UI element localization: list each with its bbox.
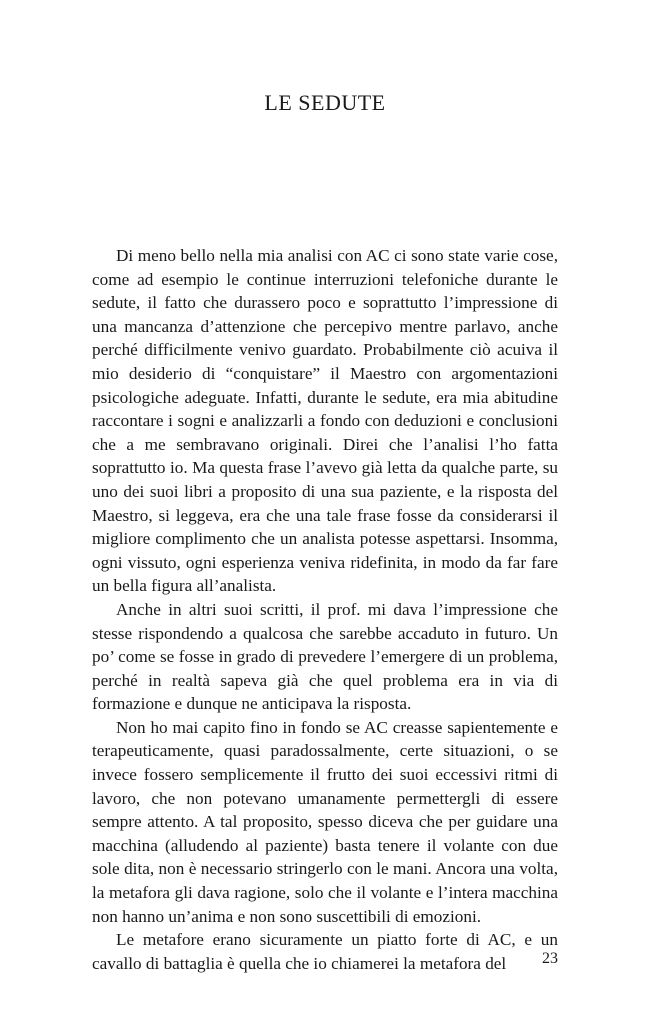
paragraph: Di meno bello nella mia analisi con AC ci sono state varie cose, come ad esempio le continue interruzioni telefoniche durante le sedute, il fatto che durassero poco e soprattutto l’impressione di una mancanza d’attenzione che percepivo mentre parlavo, anche perché difficilmente venivo guardato. Probabilmente ciò acuiva il mio desiderio di “conquistare” il Maestro con argomentazioni psicologiche adeguate. Infatti, durante le sedute, era mia abitudine raccontare i sogni e analizzarli a fondo con deduzioni e conclusioni che a me sembravano originali. Direi che l’analisi l’ho fatta soprattutto io. Ma questa frase l’avevo già letta da qualche parte, su uno dei suoi libri a proposito di una sua paziente, e la risposta del Maestro, si leggeva, era che una tale frase fosse da considerarsi il migliore complimento che un analista potesse aspettarsi. Insomma, ogni vissuto, ogni esperienza veniva ridefinita, in modo da far fare un bella figura all’analista. <box>92 246 558 596</box>
page-number: 23 <box>542 950 558 967</box>
paragraph: Le metafore erano sicuramente un piatto forte di AC, e un cavallo di battaglia è quella che io chiamerei la metafora del <box>92 930 558 973</box>
paragraph: Non ho mai capito fino in fondo se AC creasse sapientemente e terapeuticamente, quasi paradossalmente, certe situazioni, o se invece fossero semplicemente il frutto dei suoi eccessivi ritmi di lavoro, che non potevano umanamente permettergli di essere sempre attento. A tal proposito, spesso diceva che per guidare una macchina (alludendo al paziente) basta tenere il volante con due sole dita, non è necessario stringerlo con le mani. Ancora una volta, la metafora gli dava ragione, solo che il volante e l’intera macchina non hanno un’anima e non sono suscettibili di emozioni. <box>92 717 558 926</box>
body-text <box>92 244 558 975</box>
chapter-title: LE SEDUTE <box>264 90 386 115</box>
paragraph: Anche in altri suoi scritti, il prof. mi dava l’impressione che stesse rispondendo a qualcosa che sarebbe accaduto in futuro. Un po’ come se fosse in grado di prevedere l’emergere di un problema, perché in realtà sapeva già che quel problema era in via di formazione e dunque ne anticipava la risposta. <box>92 599 558 714</box>
